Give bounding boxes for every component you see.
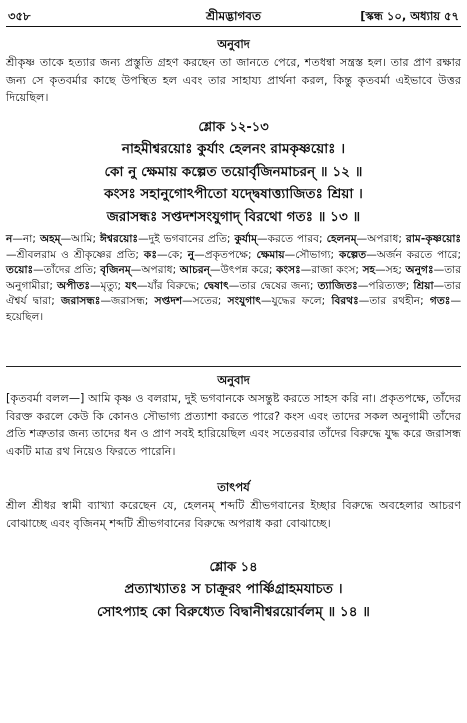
sloka-heading: শ্লোক ১২-১৩ — [198, 120, 269, 135]
glossary-word: হেলনম্ — [326, 233, 357, 245]
glossary-meaning: আমি — [71, 233, 93, 245]
glossary-word: কংসঃ — [276, 264, 301, 277]
glossary-entry: নু—প্রকৃতপক্ষে; — [187, 248, 257, 261]
glossary-entry: অনুগঃ—তার অনুগামীরা; — [6, 264, 462, 292]
glossary-meaning: করতে পারব — [267, 233, 320, 245]
glossary-word: তয়োঃ — [6, 264, 34, 277]
glossary-entry: ত্যাজিতঃ—পরিত্যক্ত; — [317, 279, 414, 292]
glossary-entry: বিরথঃ—তার রথহীন; — [331, 295, 430, 308]
glossary-entry: কঃ—কে; — [143, 248, 188, 261]
sloka-verse — [6, 138, 461, 228]
verse-line: নাহমীশ্বরয়োঃ কুর্যাং হেলনং রামকৃষ্ণয়োঃ । — [121, 141, 346, 157]
glossary-word: শ্রিয়া — [413, 279, 434, 292]
glossary-entry: ক্ষেমায়—সৌভাগ্য; — [256, 248, 340, 261]
glossary-meaning: যুদ্ধের ফলে — [271, 295, 322, 308]
glossary-word: রাম-কৃষ্ণয়োঃ — [406, 233, 462, 245]
glossary-meaning: অপরাধ — [367, 233, 399, 245]
glossary-word: ঈশ্বরয়োঃ — [100, 233, 139, 245]
glossary-meaning: না — [22, 233, 33, 245]
glossary-entry: শ্রিয়া—তার ঐশ্বর্য দ্বারা; — [6, 279, 461, 308]
glossary-word: কঃ — [143, 248, 157, 261]
glossary-meaning: যাঁর বিরুদ্ধে — [147, 279, 196, 292]
glossary-word: অপীতঃ — [57, 279, 91, 292]
glossary-entry: কুর্যাম্—করতে পারব; — [234, 233, 327, 245]
glossary-entry: আচরন্—উৎপন্ন করে; — [179, 264, 277, 277]
purport-heading: তাৎপর্য — [217, 480, 250, 494]
verse-line: কংসঃ সহানুগোঽপীতো যদ্দ্বেষাত্ত্যাজিতঃ শ্রিয়া । — [104, 186, 363, 202]
word-for-word-meanings — [6, 232, 461, 326]
page-header — [8, 6, 459, 26]
glossary-word: অনুগঃ — [405, 264, 434, 277]
glossary-word: অহম্ — [39, 233, 61, 245]
glossary-entry: কল্পেত—অর্জন করতে পারে; — [339, 248, 462, 261]
chapter-reference: [স্কন্ধ ১০, অধ্যায় ৫৭ — [360, 9, 459, 23]
glossary-word: জরাসন্ধঃ — [61, 295, 101, 308]
glossary-word: বিরথঃ — [331, 295, 359, 308]
glossary-word: কল্পেত — [339, 248, 367, 261]
translation-heading: অনুবাদ — [217, 373, 250, 387]
glossary-entry: তয়োঃ—তাঁদের প্রতি; — [6, 264, 101, 277]
glossary-word: সংযুগাৎ — [227, 295, 261, 308]
glossary-meaning: সতের — [192, 295, 218, 308]
glossary-meaning: অপরাধ — [141, 264, 173, 277]
glossary-meaning: তার অনুগামীরা — [6, 264, 462, 292]
glossary-meaning: হয়েছিল — [6, 310, 40, 323]
glossary-entry: সহ—সহ; — [362, 264, 406, 277]
glossary-meaning: তার ঐশ্বর্য দ্বারা — [6, 279, 461, 308]
glossary-word: ক্ষেমায় — [256, 248, 285, 261]
glossary-entry: যৎ—যাঁর বিরুদ্ধে; — [125, 279, 204, 292]
translation-text: শ্রীকৃষ্ণ তাকে হত্যার জন্য প্রস্তুতি গ্রহণ করছেন তা জানতে পেরে, শতধন্বা সন্ত্রস্ত হল। তার প্রাণ রক্ষার জন্য সে কৃতবর্মার কাছে উপস্থিত হল এবং তার সাহায্য প্রার্থনা করল, কিন্তু কৃতবর্মা এইভাবে উত্তর দিয়েছিল। — [6, 56, 461, 105]
glossary-meaning: মৃত্যু — [100, 279, 118, 292]
glossary-meaning: সৌভাগ্য — [295, 248, 331, 261]
glossary-meaning: উৎপন্ন করে — [220, 264, 269, 277]
book-title: শ্রীমদ্ভাগবত — [205, 9, 261, 23]
glossary-word: ত্যাজিতঃ — [317, 279, 358, 292]
glossary-meaning: শ্রীবলরাম ও শ্রীকৃষ্ণের প্রতি — [16, 248, 136, 261]
sloka-heading: শ্লোক ১৪ — [209, 560, 258, 575]
glossary-meaning: তাঁদের প্রতি — [43, 264, 93, 277]
verse-line: কো নু ক্ষেমায় কল্পেত তয়োর্বৃজিনমাচরন্ ॥ ১২ ॥ — [104, 163, 363, 180]
glossary-meaning: রাজা কংস — [311, 264, 356, 277]
glossary-word: গতঃ — [429, 295, 451, 308]
glossary-meaning: জরাসন্ধ — [111, 295, 145, 308]
glossary-entry: দ্বেষাৎ—তার দ্বেষের জন্য; — [203, 279, 318, 292]
glossary-entry: হেলনম্—অপরাধ; — [326, 233, 407, 245]
glossary-meaning: তার রথহীন — [369, 295, 421, 308]
verse-line: প্রত্যাখ্যাতঃ স চাক্রূরং পার্ষ্ণিগ্রাহমযাচত । — [124, 581, 343, 597]
glossary-meaning: পরিত্যক্ত — [368, 279, 406, 292]
glossary-meaning: দুই ভগবানের প্রতি — [148, 233, 227, 245]
glossary-meaning: কে — [167, 248, 180, 261]
verse-line: সোঽপ্যাহ কো বিরুধ্যেত বিদ্বানীশ্বরয়োর্বলম্ ॥ ১৪ ॥ — [97, 603, 370, 620]
glossary-word: ন — [6, 233, 13, 245]
glossary-entry: ঈশ্বরয়োঃ—দুই ভগবানের প্রতি; — [100, 233, 235, 245]
glossary-word: আচরন্ — [179, 264, 211, 277]
section-rule — [6, 366, 461, 367]
glossary-word: বৃজিনম্ — [100, 264, 131, 277]
glossary-entry: ন—না; — [6, 233, 40, 245]
page-number: ৩৫৮ — [8, 9, 31, 23]
glossary-meaning: প্রকৃতপক্ষে — [204, 248, 249, 261]
sloka-verse — [6, 578, 461, 623]
glossary-meaning: অর্জন করতে পারে — [376, 248, 458, 261]
glossary-entry: সপ্তদশ—সতের; — [154, 295, 228, 308]
glossary-word: কুর্যাম্ — [234, 233, 257, 245]
header-rule — [6, 26, 461, 27]
glossary-entry: বৃজিনম্—অপরাধ; — [100, 264, 180, 277]
glossary-entry: অহম্—আমি; — [39, 233, 101, 245]
glossary-meaning: তার দ্বেষের জন্য — [239, 279, 310, 292]
glossary-entry: জরাসন্ধঃ—জরাসন্ধ; — [61, 295, 155, 308]
glossary-entry: কংসঃ—রাজা কংস; — [276, 264, 363, 277]
glossary-entry: সংযুগাৎ—যুদ্ধের ফলে; — [227, 295, 332, 308]
glossary-word: যৎ — [125, 279, 138, 292]
verse-line: জরাসন্ধঃ সপ্তদশসংযুগাদ্ বিরথো গতঃ ॥ ১৩ ॥ — [106, 208, 361, 225]
glossary-word: নু — [187, 248, 195, 261]
glossary-entry: গতঃ—হয়েছিল। — [6, 295, 462, 323]
purport-text: শ্রীল শ্রীধর স্বামী ব্যাখ্যা করেছেন যে, হেলনম্ শব্দটি শ্রীভগবানের ইচ্ছার বিরুদ্ধে অবহেলার আচরণ বোঝাচ্ছে এবং বৃজিনম্ শব্দটি শ্রীভগবানের বিরুদ্ধে অপরাধ করা বোঝাচ্ছে। — [6, 499, 461, 530]
glossary-word: সহ — [362, 264, 376, 277]
glossary-meaning: সহ — [385, 264, 399, 277]
glossary-entry: রাম-কৃষ্ণয়োঃ—শ্রীবলরাম ও শ্রীকৃষ্ণের প্রতি; — [6, 233, 462, 261]
glossary-entry: অপীতঃ—মৃত্যু; — [57, 279, 126, 292]
translation-heading: অনুবাদ — [217, 37, 250, 51]
glossary-word: দ্বেষাৎ — [203, 279, 229, 292]
glossary-word: সপ্তদশ — [154, 295, 183, 308]
translation-text: [কৃতবর্মা বলল—] আমি কৃষ্ণ ও বলরাম, দুই ভগবানকে অসন্তুষ্ট করতে সাহস করি না। প্রকৃতপক্ষে, তাঁদের বিরক্ত করলে কেউ কি কোনও সৌভাগ্য প্রত্যাশা করতে পারে? কংস এবং তাদের সকল অনুগামী তাঁদের প্রতি শত্রুতার জন্য তাদের ধন ও প্রাণ সবই হারিয়েছিল এবং সতেরবার তাঁদের বিরুদ্ধে যুদ্ধ করে জরাসন্ধ একটি মাত্র রথ নিয়েও ফিরতে পারেনি। — [6, 392, 461, 458]
